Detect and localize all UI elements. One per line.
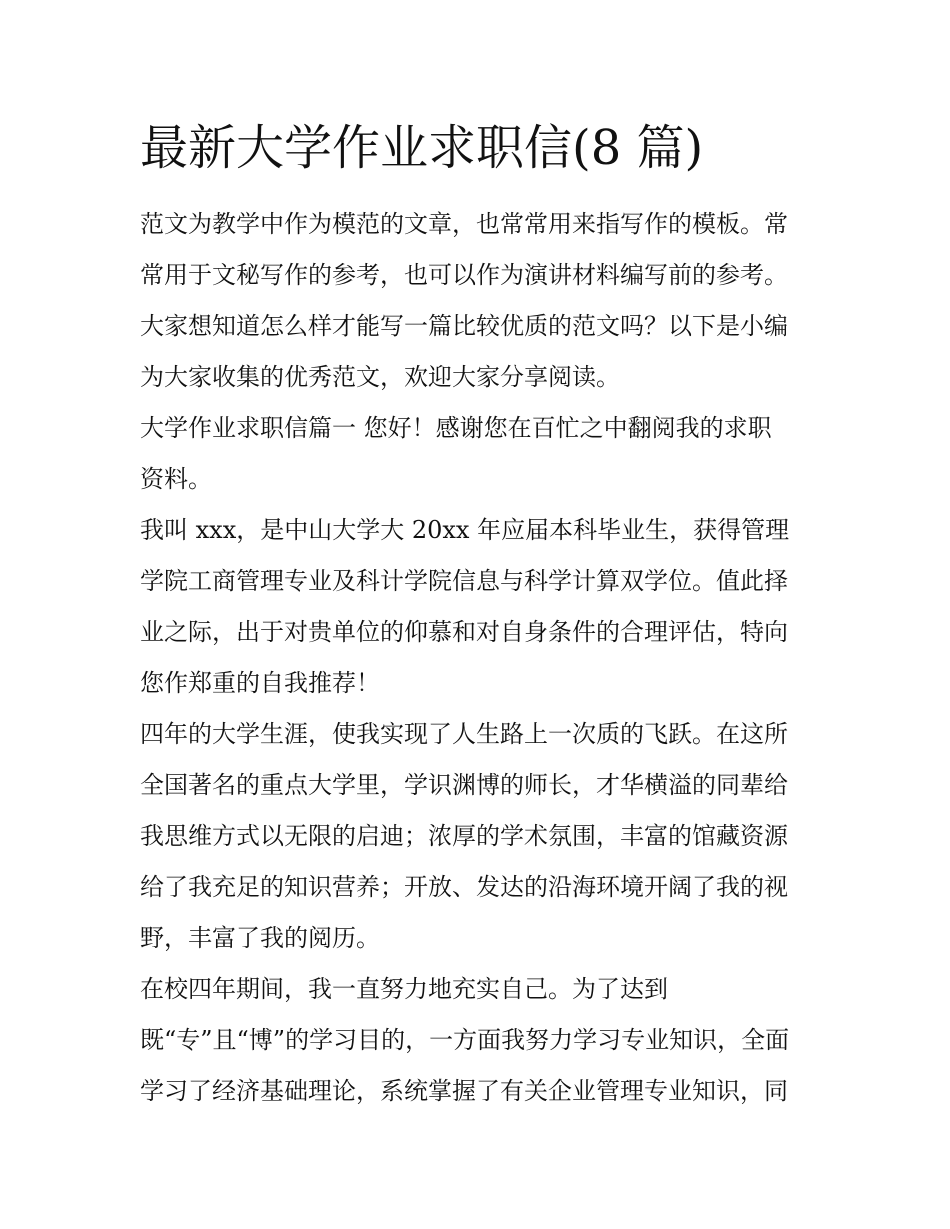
text-line: 我叫 xxx，是中山大学大 20xx 年应届本科毕业生，获得管理	[140, 516, 790, 544]
text-line: 既“专”且“博”的学习目的，一方面我努力学习专业知识，全面	[140, 1026, 790, 1054]
text-line: 学院工商管理专业及科计学院信息与科学计算双学位。值此择	[140, 567, 788, 595]
text-line: 为大家收集的优秀范文，欢迎大家分享阅读。	[140, 363, 620, 391]
text-line: 给了我充足的知识营养；开放、发达的沿海环境开阔了我的视	[140, 873, 788, 901]
text-line: 野，丰富了我的阅历。	[140, 924, 380, 952]
text-line: 大家想知道怎么样才能写一篇比较优质的范文吗？以下是小编	[140, 312, 788, 340]
text-line: 资料。	[140, 465, 212, 493]
text-line: 您作郑重的自我推荐！	[140, 669, 380, 697]
document-title: 最新大学作业求职信(8 篇)	[140, 120, 704, 176]
document-body	[140, 199, 820, 1117]
text-line: 全国著名的重点大学里，学识渊博的师长，才华横溢的同辈给	[140, 771, 788, 799]
text-line: 学习了经济基础理论，系统掌握了有关企业管理专业知识，同	[140, 1077, 788, 1105]
text-line: 大学作业求职信篇一 您好！感谢您在百忙之中翻阅我的求职	[140, 414, 772, 442]
text-line: 常用于文秘写作的参考，也可以作为演讲材料编写前的参考。	[140, 261, 788, 289]
text-line: 我思维方式以无限的启迪；浓厚的学术氛围，丰富的馆藏资源	[140, 822, 788, 850]
text-line: 业之际，出于对贵单位的仰慕和对自身条件的合理评估，特向	[140, 618, 788, 646]
text-line: 在校四年期间，我一直努力地充实自己。为了达到	[140, 975, 668, 1003]
text-line: 范文为教学中作为模范的文章，也常常用来指写作的模板。常	[140, 210, 788, 238]
text-line: 四年的大学生涯，使我实现了人生路上一次质的飞跃。在这所	[140, 720, 788, 748]
